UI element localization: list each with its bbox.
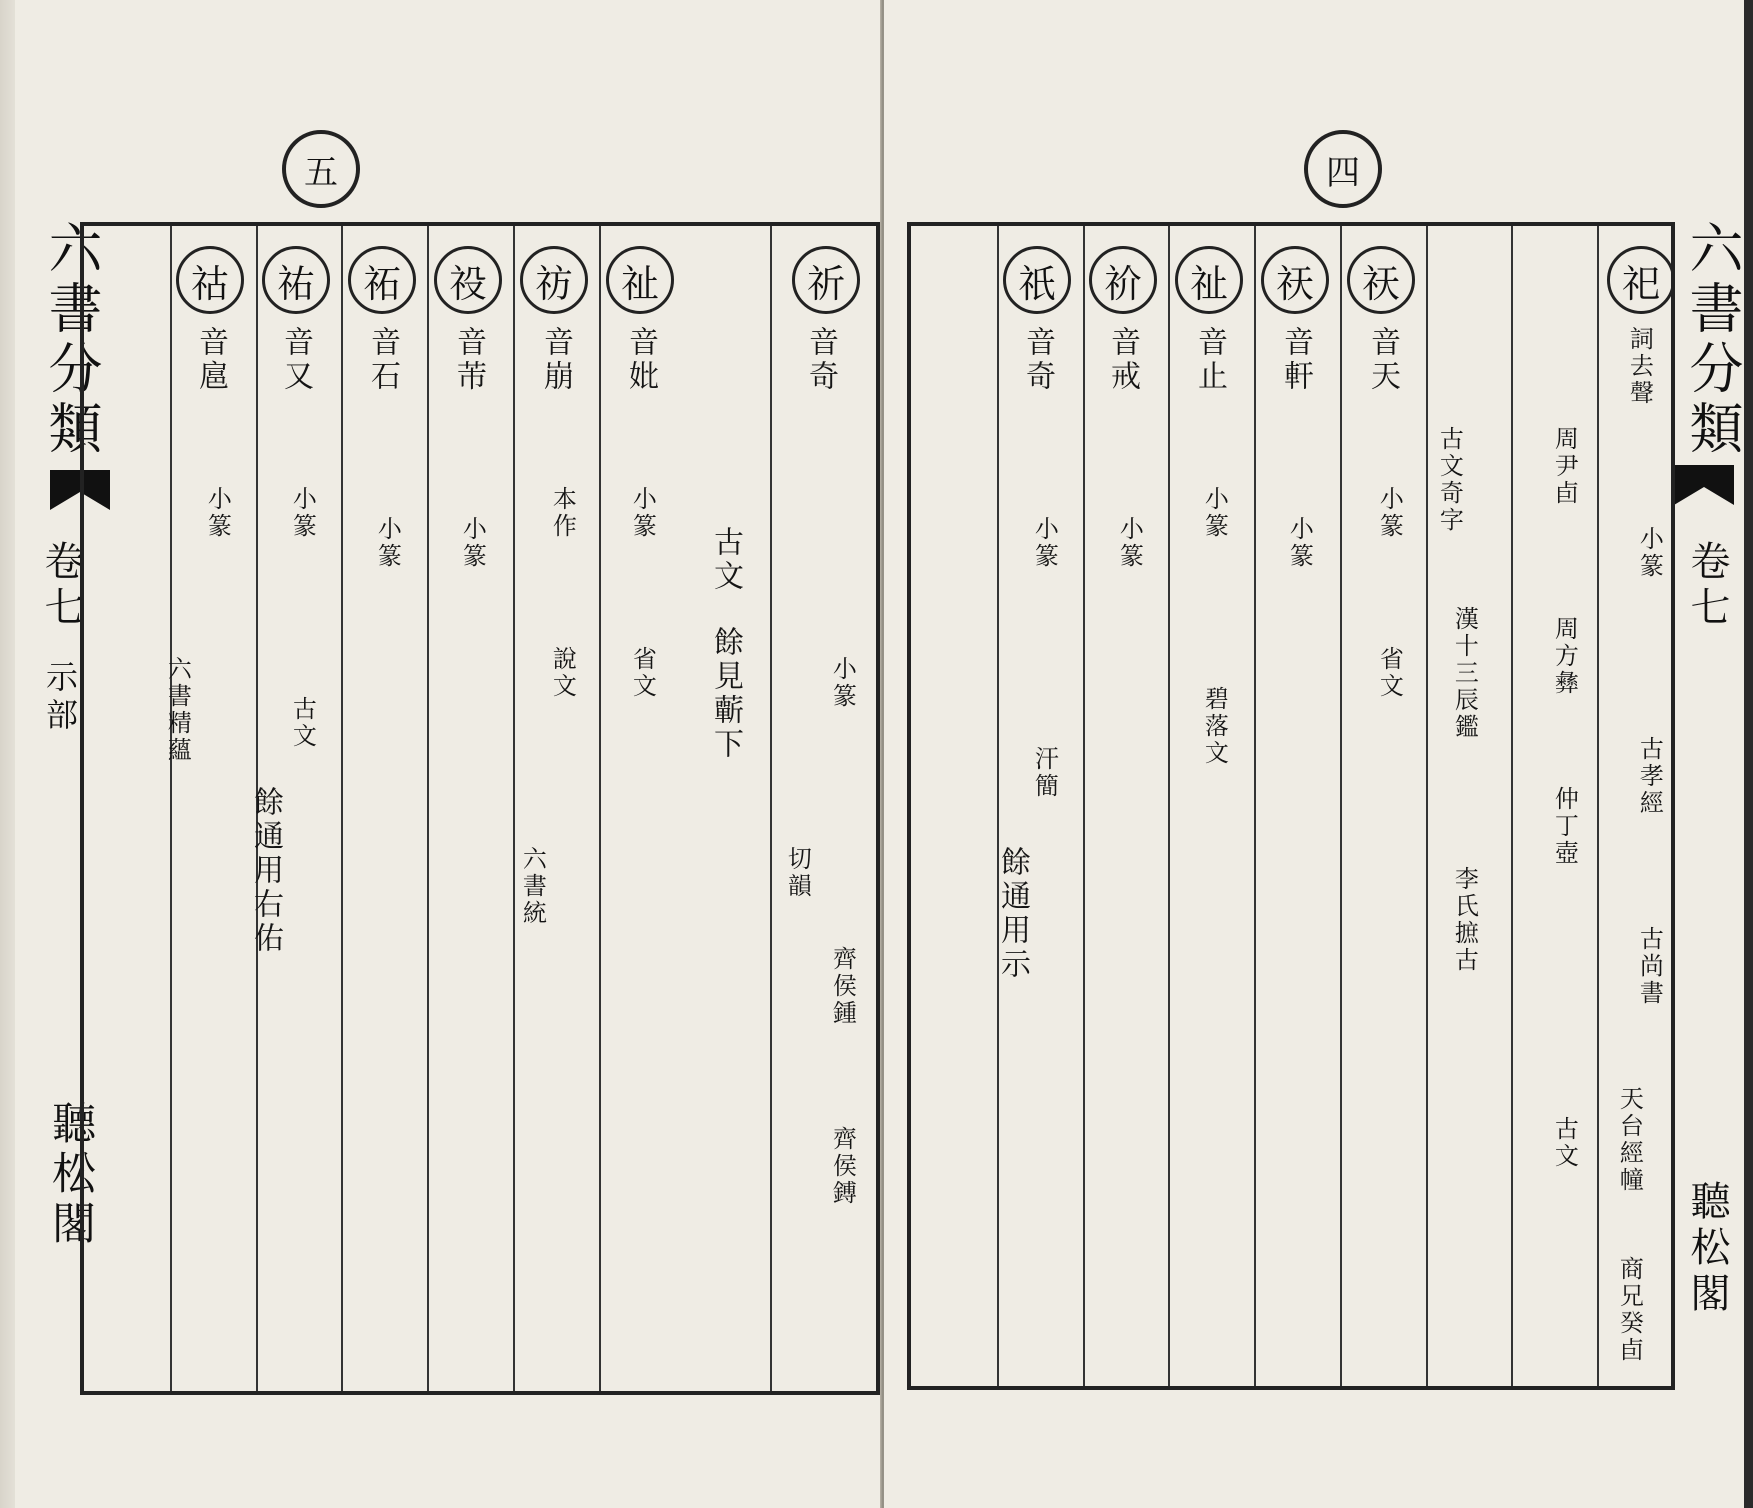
margin-publisher: 聽松閣 (44, 1100, 95, 1250)
head-character: 祋 (434, 246, 502, 314)
head-character: 祀 (1607, 246, 1675, 314)
script-label: 六書精蘊 (163, 656, 192, 764)
head-character: 祇 (1003, 246, 1071, 314)
note-line: 餘通用示 (995, 846, 1030, 982)
script-label: 省文 (628, 646, 657, 700)
head-character: 祆 (1261, 246, 1329, 314)
page-number-badge (282, 130, 360, 208)
page-number: 四 (1326, 152, 1360, 193)
script-label: 天台經幢 (1615, 1086, 1644, 1194)
script-label: 漢十三辰鑑 (1450, 606, 1479, 741)
right-page (884, 0, 1744, 1508)
script-label: 齊侯鎛 (828, 1126, 857, 1207)
script-label: 古文 (1550, 1116, 1579, 1170)
reading-note: 詞去聲 (1625, 326, 1654, 407)
head-character: 祄 (1089, 246, 1157, 314)
script-label: 古孝經 (1635, 736, 1664, 817)
script-label: 小篆 (1115, 516, 1144, 570)
reading-note: 音戒 (1105, 326, 1140, 394)
reading-note: 音止 (1192, 326, 1227, 394)
margin-volume: 卷七 (38, 540, 84, 632)
script-label: 周方彝 (1550, 616, 1579, 697)
reading-note: 音崩 (538, 326, 573, 394)
script-label: 小篆 (1375, 486, 1404, 540)
margin-section: 示部 (41, 660, 79, 736)
script-label: 小篆 (1030, 516, 1059, 570)
script-label: 本作 (548, 486, 577, 540)
script-label: 古文奇字 (1435, 426, 1464, 534)
text-frame (80, 222, 880, 1395)
script-label: 碧落文 (1200, 686, 1229, 767)
head-character: 祊 (520, 246, 588, 314)
reading-note: 音奇 (803, 326, 838, 394)
reading-note: 音妣 (623, 326, 658, 394)
head-character: 祆 (1347, 246, 1415, 314)
script-label: 省文 (1375, 646, 1404, 700)
script-label: 汗簡 (1030, 746, 1059, 800)
fish-tail-mark (1674, 465, 1734, 505)
reading-note: 音天 (1365, 326, 1400, 394)
script-label: 齊侯鍾 (828, 946, 857, 1027)
script-label: 切韻 (783, 846, 812, 900)
page-number-badge (1304, 130, 1382, 208)
margin-title: 六書分類 (1681, 220, 1744, 460)
script-label: 小篆 (828, 656, 857, 710)
script-label: 說文 (548, 646, 577, 700)
reading-note: 音石 (365, 326, 400, 394)
head-character: 祉 (1175, 246, 1243, 314)
script-label: 商兄癸卣 (1615, 1256, 1644, 1364)
margin-title: 六書分類 (40, 220, 103, 460)
margin-publisher: 聽松閣 (1684, 1180, 1730, 1318)
left-page (15, 0, 883, 1508)
script-label: 古尚書 (1635, 926, 1664, 1007)
reading-note: 音軒 (1278, 326, 1313, 394)
reading-note: 音奇 (1020, 326, 1055, 394)
margin-volume: 卷七 (1684, 540, 1730, 632)
page-number: 五 (304, 152, 338, 193)
script-label: 小篆 (1635, 526, 1664, 580)
script-label: 小篆 (458, 516, 487, 570)
head-character: 祜 (176, 246, 244, 314)
script-label: 小篆 (203, 486, 232, 540)
note-line: 餘見蘄下 (708, 626, 743, 762)
head-character: 祐 (262, 246, 330, 314)
head-character: 祈 (792, 246, 860, 314)
script-label: 古文 (288, 696, 317, 750)
head-character: 祏 (348, 246, 416, 314)
note-line: 餘通用右佑 (248, 786, 283, 956)
reading-note: 音芾 (451, 326, 486, 394)
text-frame (907, 222, 1675, 1390)
script-label: 六書統 (518, 846, 547, 927)
reading-note: 音又 (278, 326, 313, 394)
script-label: 小篆 (1200, 486, 1229, 540)
note-line: 古文 (708, 526, 743, 594)
script-label: 周尹卣 (1550, 426, 1579, 507)
script-label: 仲丁壺 (1550, 786, 1579, 867)
script-label: 李氏摭古 (1450, 866, 1479, 974)
script-label: 小篆 (373, 516, 402, 570)
script-label: 小篆 (288, 486, 317, 540)
head-character: 祉 (606, 246, 674, 314)
reading-note: 音扈 (193, 326, 228, 394)
script-label: 小篆 (628, 486, 657, 540)
script-label: 小篆 (1285, 516, 1314, 570)
